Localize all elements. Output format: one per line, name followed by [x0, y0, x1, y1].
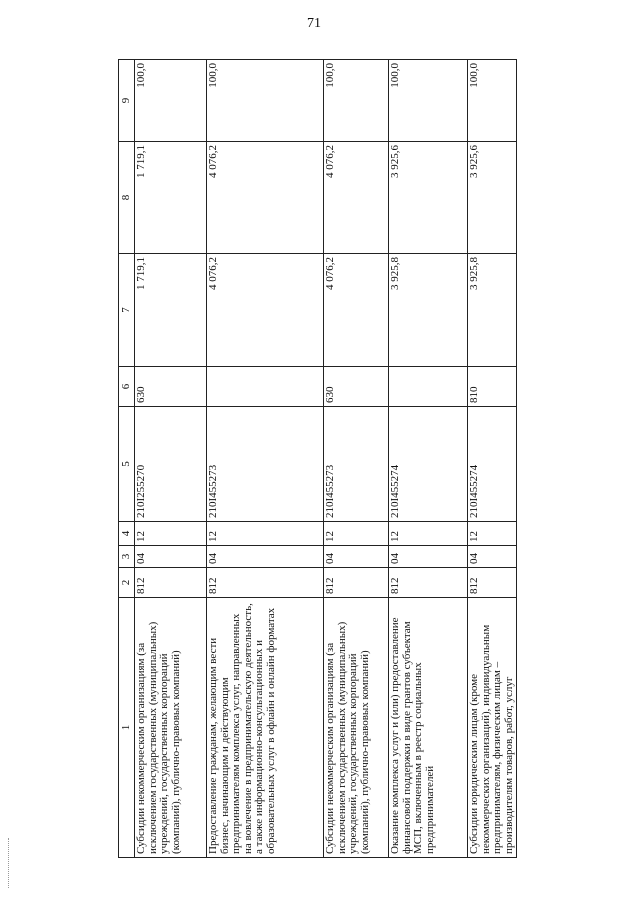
row-section-code: 04 [207, 546, 324, 568]
row-target-article: 210I455273 [324, 407, 389, 522]
row-amount-actual: 4 076,2 [207, 142, 324, 254]
row-amount-actual: 3 925,6 [389, 142, 468, 254]
row-subsection-code: 12 [389, 522, 468, 546]
table-row [135, 60, 207, 858]
row-admin-code: 812 [324, 568, 389, 598]
row-admin-code: 812 [468, 568, 517, 598]
row-amount-plan: 3 925,8 [389, 254, 468, 367]
header-cell: 6 [119, 367, 135, 407]
row-target-article: 210I455274 [389, 407, 468, 522]
row-amount-actual: 1 719,1 [135, 142, 207, 254]
row-description: Предоставление гражданам, желающим вести бизнес, начинающим и действующим предпринимателям комплекса услуг, направленных на вовлечение в предпринимательскую деятельность, а также информационно-консультационных и образовательных услуг в офлайн и онлайн форматах [207, 598, 324, 858]
row-section-code: 04 [135, 546, 207, 568]
row-expense-type: 630 [324, 367, 389, 407]
row-expense-type: 630 [135, 367, 207, 407]
header-cell: 2 [119, 568, 135, 598]
page-number: 71 [307, 16, 321, 31]
row-description: Оказание комплекса услуг и (или) предоставление финансовой поддержки в виде грантов субъектам МСП, включенным в реестр социальных предпринимателей [389, 598, 468, 858]
header-cell: 3 [119, 546, 135, 568]
row-subsection-code: 12 [135, 522, 207, 546]
row-amount-plan: 4 076,2 [207, 254, 324, 367]
row-percent: 100,0 [468, 60, 517, 142]
header-cell: 4 [119, 522, 135, 546]
row-section-code: 04 [324, 546, 389, 568]
row-amount-actual: 4 076,2 [324, 142, 389, 254]
row-amount-plan: 4 076,2 [324, 254, 389, 367]
row-subsection-code: 12 [207, 522, 324, 546]
row-description: Субсидии некоммерческим организациям (за исключением государственных (муниципальных) учреждений, государственных корпораций (компаний), публично-правовых компаний) [135, 598, 207, 858]
row-percent: 100,0 [135, 60, 207, 142]
budget-table [118, 59, 517, 858]
row-description: Субсидии юридическим лицам (кроме некоммерческих организаций), индивидуальным предпринимателям, физическим лицам – производителям товаров, работ, услуг [468, 598, 517, 858]
table-header-row [119, 60, 135, 858]
scan-edge-mark [8, 838, 11, 888]
row-admin-code: 812 [135, 568, 207, 598]
header-cell: 9 [119, 60, 135, 142]
row-expense-type [389, 367, 468, 407]
header-cell: 1 [119, 598, 135, 858]
header-cell: 8 [119, 142, 135, 254]
row-amount-actual: 3 925,6 [468, 142, 517, 254]
row-percent: 100,0 [207, 60, 324, 142]
table-row [468, 60, 517, 858]
row-admin-code: 812 [389, 568, 468, 598]
row-expense-type [207, 367, 324, 407]
row-admin-code: 812 [207, 568, 324, 598]
table-row [324, 60, 389, 858]
row-amount-plan: 3 925,8 [468, 254, 517, 367]
rotated-table-wrapper [118, 60, 515, 858]
row-percent: 100,0 [324, 60, 389, 142]
table-row [389, 60, 468, 858]
table-row [207, 60, 324, 858]
row-amount-plan: 1 719,1 [135, 254, 207, 367]
row-expense-type: 810 [468, 367, 517, 407]
header-cell: 5 [119, 407, 135, 522]
row-subsection-code: 12 [468, 522, 517, 546]
row-target-article: 210I455274 [468, 407, 517, 522]
row-description: Субсидии некоммерческим организациям (за исключением государственных (муниципальных) учреждений, государственных корпораций (компаний), публично-правовых компаний) [324, 598, 389, 858]
row-section-code: 04 [468, 546, 517, 568]
row-section-code: 04 [389, 546, 468, 568]
header-cell: 7 [119, 254, 135, 367]
row-target-article: 210I455273 [207, 407, 324, 522]
row-target-article: 210I255270 [135, 407, 207, 522]
row-subsection-code: 12 [324, 522, 389, 546]
row-percent: 100,0 [389, 60, 468, 142]
